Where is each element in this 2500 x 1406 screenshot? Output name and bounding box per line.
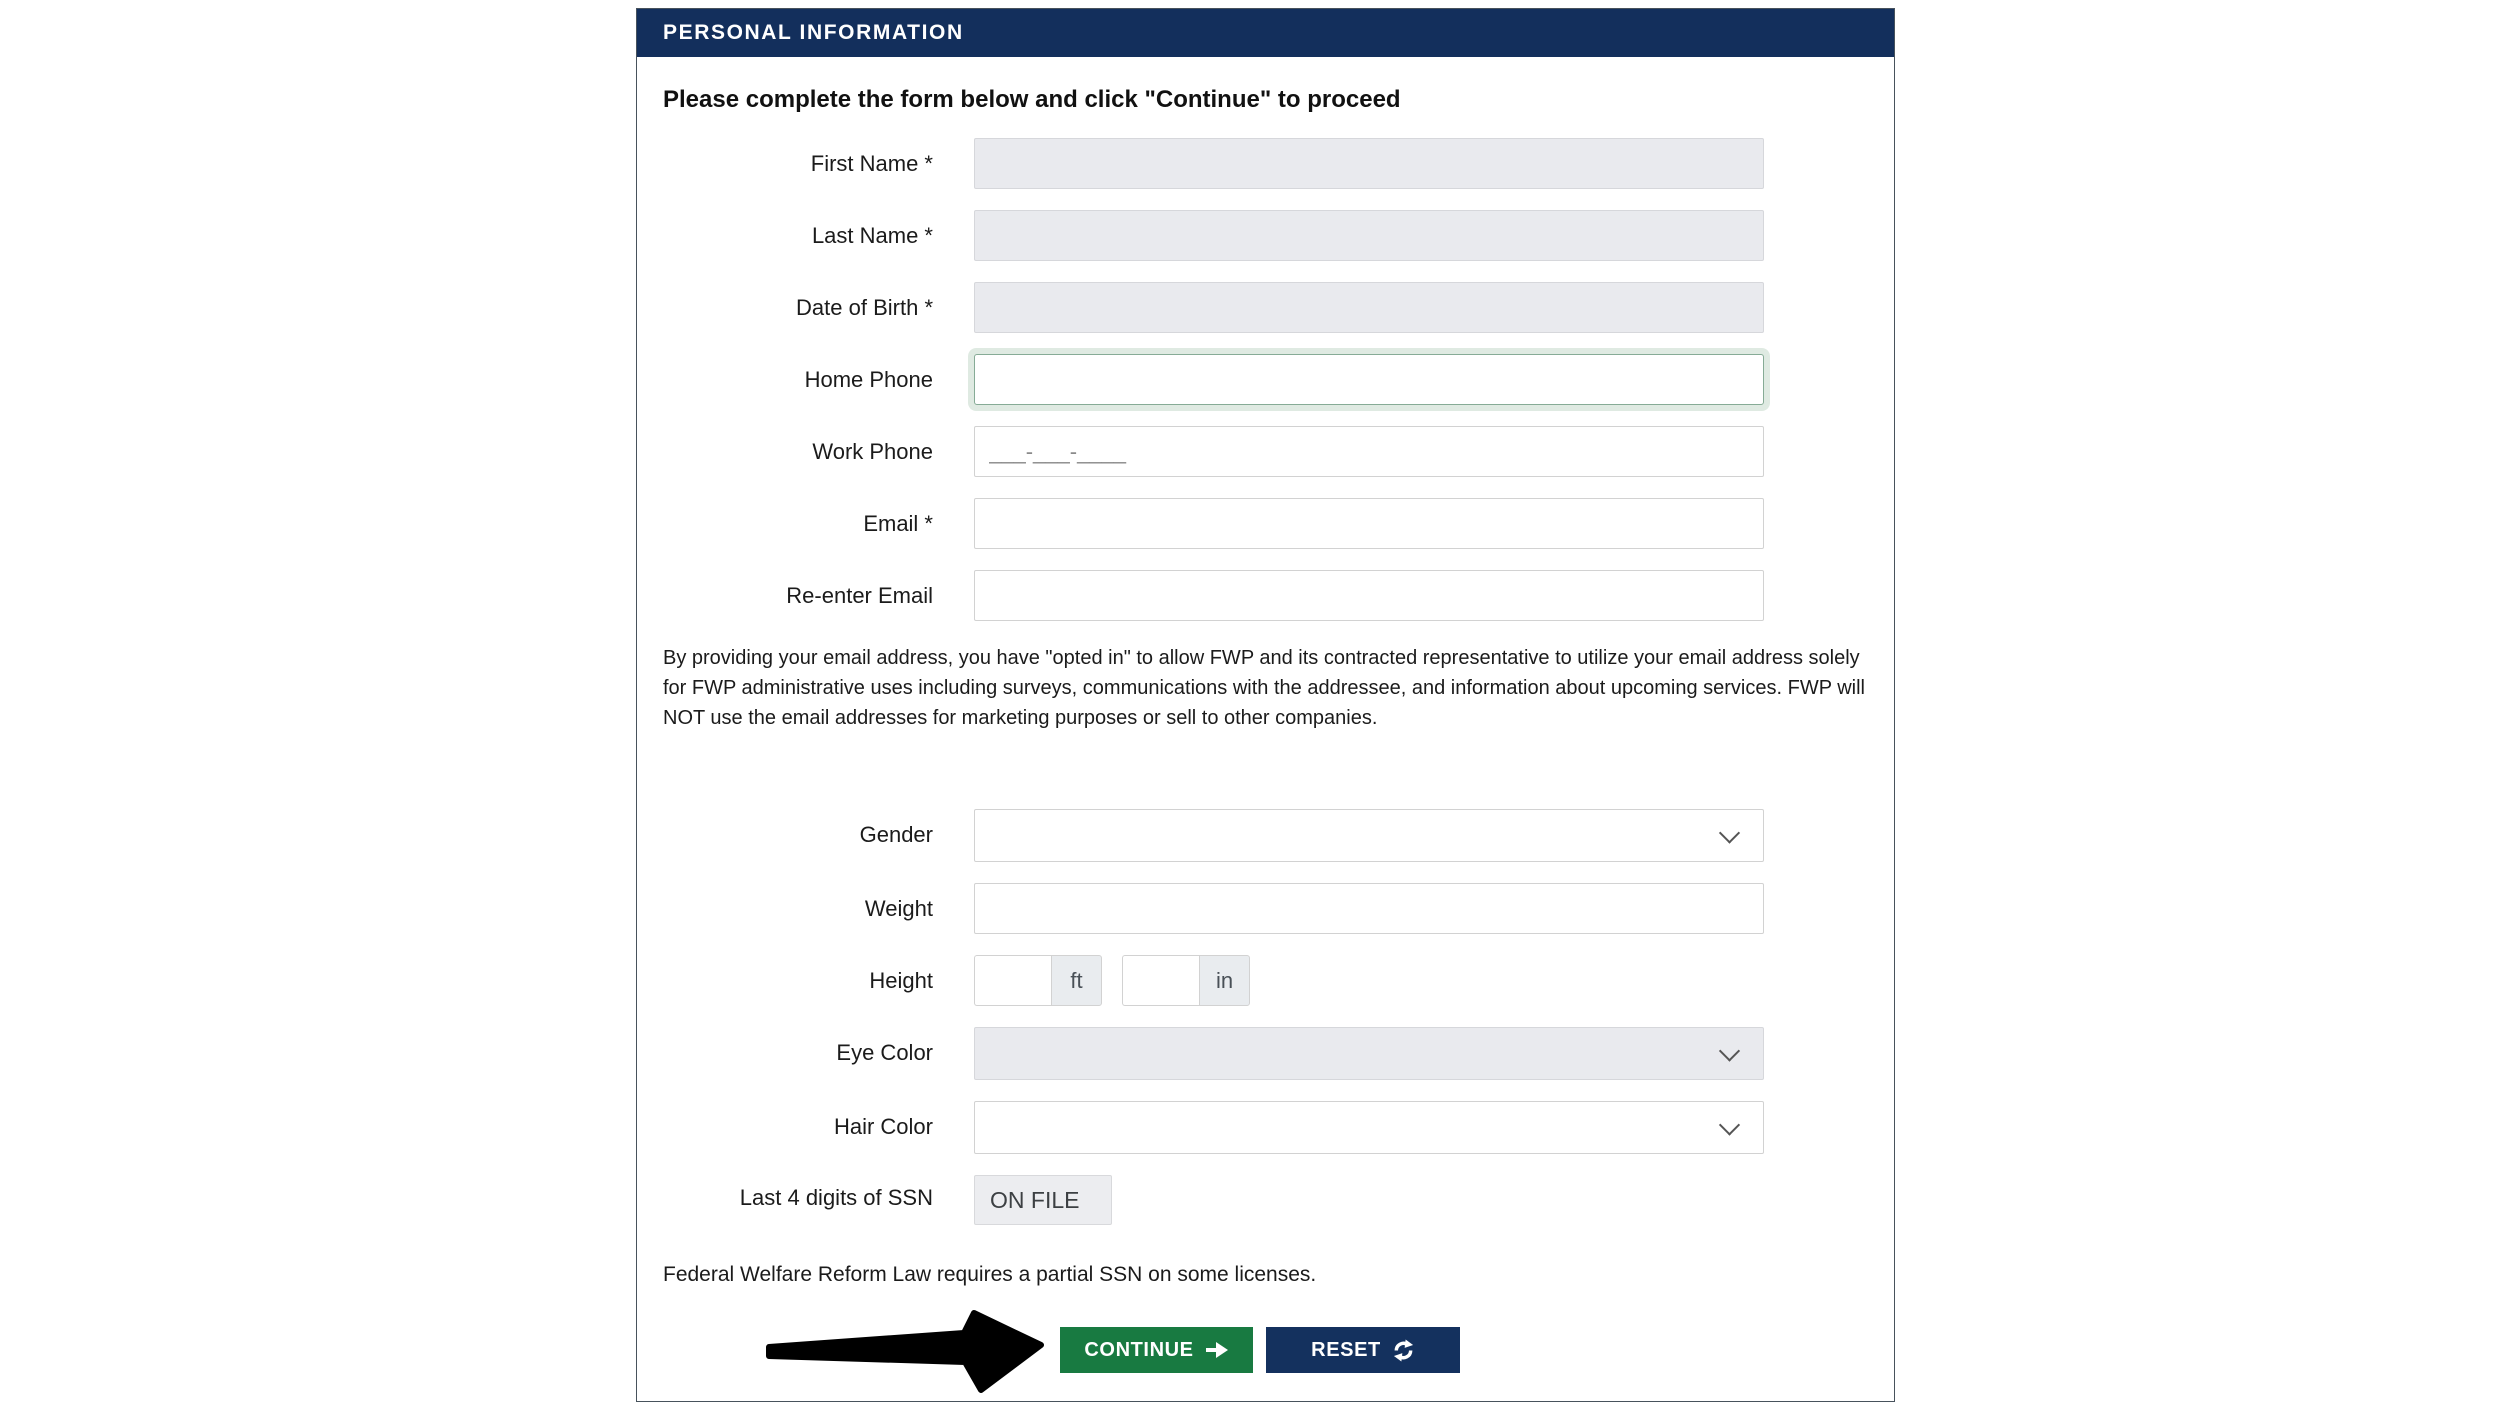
ssn-footnote: Federal Welfare Reform Law requires a partial SSN on some licenses. [663, 1263, 1317, 1286]
continue-button-label: CONTINUE [1084, 1338, 1194, 1361]
continue-button[interactable] [1060, 1327, 1253, 1373]
height-inches-suffix: in [1199, 955, 1250, 1006]
arrow-right-icon [1205, 1340, 1229, 1360]
email-input[interactable] [974, 498, 1764, 549]
form-instructions: Please complete the form below and click "Continue" to proceed [663, 86, 1401, 113]
ssn-row [663, 1175, 1866, 1225]
panel-body [637, 57, 1894, 1373]
ssn-input [974, 1175, 1112, 1225]
work-phone-label: Work Phone [812, 439, 933, 464]
hair-color-label: Hair Color [833, 1114, 933, 1139]
weight-row [663, 883, 1866, 934]
date-of-birth-row [663, 282, 1866, 333]
work-phone-row [663, 426, 1866, 477]
date-of-birth-label: Date of Birth * [796, 295, 933, 320]
height-feet-input[interactable] [974, 955, 1051, 1006]
first-name-input [974, 138, 1764, 189]
last-name-input [974, 210, 1764, 261]
personal-information-panel [636, 8, 1895, 1402]
height-row [663, 955, 1866, 1006]
eye-color-label: Eye Color [836, 1040, 933, 1065]
email-row [663, 498, 1866, 549]
home-phone-input[interactable] [974, 354, 1764, 405]
form-actions [1060, 1327, 1866, 1373]
hair-color-row [663, 1101, 1866, 1154]
home-phone-label: Home Phone [804, 367, 933, 392]
eye-color-select [974, 1027, 1764, 1080]
panel-title: PERSONAL INFORMATION [663, 21, 964, 44]
last-name-row [663, 210, 1866, 261]
first-name-label: First Name * [810, 151, 933, 176]
chevron-down-icon [1719, 822, 1740, 843]
refresh-icon [1392, 1339, 1415, 1362]
reset-button-label: RESET [1311, 1338, 1381, 1361]
weight-label: Weight [864, 896, 933, 921]
height-inches-input[interactable] [1122, 955, 1199, 1006]
home-phone-row [663, 354, 1866, 405]
eye-color-row [663, 1027, 1866, 1080]
gender-row [663, 809, 1866, 862]
reenter-email-label: Re-enter Email [786, 583, 933, 608]
date-of-birth-input [974, 282, 1764, 333]
reset-button[interactable] [1266, 1327, 1460, 1373]
reenter-email-row [663, 570, 1866, 621]
chevron-down-icon [1719, 1114, 1740, 1135]
gender-select[interactable] [974, 809, 1764, 862]
gender-label: Gender [859, 822, 933, 847]
hair-color-select[interactable] [974, 1101, 1764, 1154]
reenter-email-input[interactable] [974, 570, 1764, 621]
first-name-row [663, 138, 1866, 189]
email-optin-notice: By providing your email address, you have "opted in" to allow FWP and its contracted representative to utilize your email address solely for FWP administrative uses including surveys, communications with the addressee, and information about upcoming services. FWP will NOT use the email addresses for marketing purposes or sell to other companies. [663, 647, 1866, 729]
work-phone-input[interactable] [974, 426, 1764, 477]
weight-input[interactable] [974, 883, 1764, 934]
height-feet-suffix: ft [1051, 955, 1102, 1006]
ssn-label: Last 4 digits of SSN [739, 1185, 933, 1210]
panel-header [637, 9, 1894, 57]
height-label: Height [869, 968, 933, 993]
email-label: Email * [863, 511, 933, 536]
last-name-label: Last Name * [811, 223, 933, 248]
chevron-down-icon [1719, 1040, 1740, 1061]
